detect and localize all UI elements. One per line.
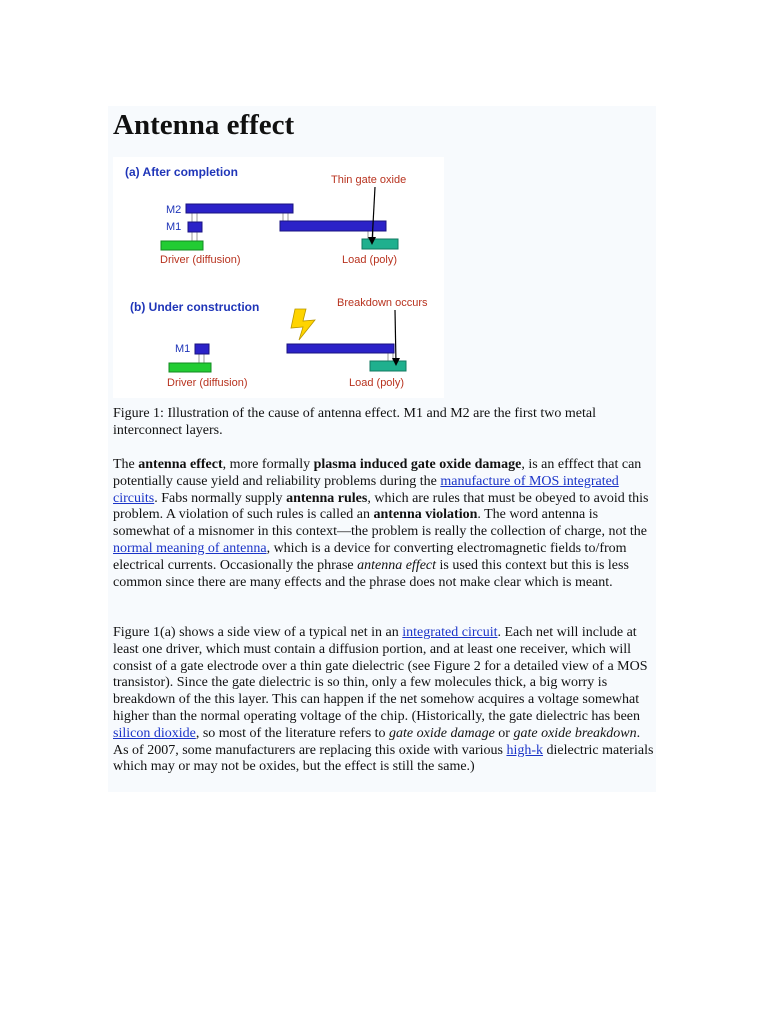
- breakdown-label: Breakdown occurs: [337, 297, 428, 309]
- m1-wire-b: [287, 344, 394, 353]
- link-manufacture-of-mos[interactable]: manufacture of MOS integrated circuits: [113, 473, 619, 506]
- breakdown-arrow-b: [395, 310, 396, 364]
- text-run: Figure 1(a) shows a side view of a typical net in an: [113, 625, 403, 640]
- panel-a-title: (a) After completion: [125, 165, 238, 179]
- driver-diffusion-a: [161, 241, 203, 250]
- m1-stub-b: [195, 344, 209, 354]
- m1-wire-a: [280, 221, 386, 231]
- text-run: , which is a device for converting electromagnetic fields to/from electrical currents. Occasionally the phrase: [113, 540, 627, 573]
- paragraph-intro: [113, 457, 658, 591]
- load-poly-a: [362, 239, 398, 249]
- text-run: , more formally: [222, 457, 314, 472]
- driver-diffusion-b: [169, 363, 211, 372]
- bold-term: antenna violation: [373, 507, 478, 523]
- figure-caption: Figure 1: Illustration of the cause of antenna effect. M1 and M2 are the first two metal interconnect layers.: [113, 406, 596, 438]
- link-high-k[interactable]: high-k: [506, 742, 544, 758]
- link-integrated-circuit[interactable]: integrated circuit: [402, 625, 498, 640]
- text-run: is used this context but this is less common since there are many effects and the phrase does not make clear which is meant.: [113, 557, 629, 590]
- link-silicon-dioxide[interactable]: silicon dioxide: [113, 725, 196, 741]
- text-run: . The word antenna is somewhat of a misnomer in this context—the problem is really the collection of charge, not the: [113, 507, 647, 540]
- bold-term: plasma induced gate oxide damage: [313, 457, 522, 472]
- italic-term: gate oxide breakdown: [513, 725, 637, 741]
- load-label-b: Load (poly): [349, 377, 405, 389]
- load-label-a: Load (poly): [342, 254, 398, 266]
- text-run: . As of 2007, some manufacturers are replacing this oxide with various: [113, 725, 641, 758]
- m1-label-a: M1: [166, 221, 182, 233]
- page-title: Antenna effect: [113, 109, 295, 141]
- m2-label: M2: [166, 204, 182, 216]
- text-run: , is an efffect that can potentially cause yield and reliability problems during the: [113, 457, 642, 489]
- driver-label-a: Driver (diffusion): [160, 254, 241, 266]
- bold-term: antenna effect: [138, 457, 223, 472]
- lightning-bolt-icon: [291, 309, 315, 340]
- text-run: , so most of the literature refers to: [195, 725, 390, 741]
- load-poly-b: [370, 361, 406, 371]
- text-run: or: [494, 725, 514, 741]
- text-run: , which are rules that must be obeyed to avoid this problem. A violation of such rules is called an: [113, 490, 649, 523]
- thin-gate-oxide-label: Thin gate oxide: [331, 174, 407, 186]
- m1-stub-a: [188, 222, 202, 232]
- text-run: dielectric materials which may or may not be oxides, but the effect is still the same.): [113, 742, 654, 775]
- text-run: The: [113, 457, 139, 472]
- paragraph-figure-description: [113, 625, 658, 776]
- panel-b-title: (b) Under construction: [130, 300, 260, 314]
- link-normal-meaning-of-antenna[interactable]: normal meaning of antenna: [113, 540, 267, 556]
- bold-term: antenna rules: [286, 490, 368, 506]
- driver-label-b: Driver (diffusion): [167, 377, 248, 389]
- text-run: . Fabs normally supply: [154, 490, 287, 506]
- italic-term: antenna effect: [357, 557, 437, 573]
- antenna-effect-figure: [113, 157, 444, 398]
- m1-label-b: M1: [175, 343, 191, 355]
- m2-wire-a: [186, 204, 293, 213]
- italic-term: gate oxide damage: [389, 725, 495, 741]
- text-run: . Each net will include at least one driver, which must contain a diffusion portion, and at least one receiver, which will consist of a gate electrode over a thin gate dielectric (see Figure 2 for a detailed view of a MOS transistor). Since the gate dielectric is so thin, only a few molecules thick, a big worry is breakdown of the this layer. This can happen if the net somehow acquires a voltage somewhat higher than the normal operating voltage of the chip. (Historically, the gate dielectric has been: [113, 625, 648, 724]
